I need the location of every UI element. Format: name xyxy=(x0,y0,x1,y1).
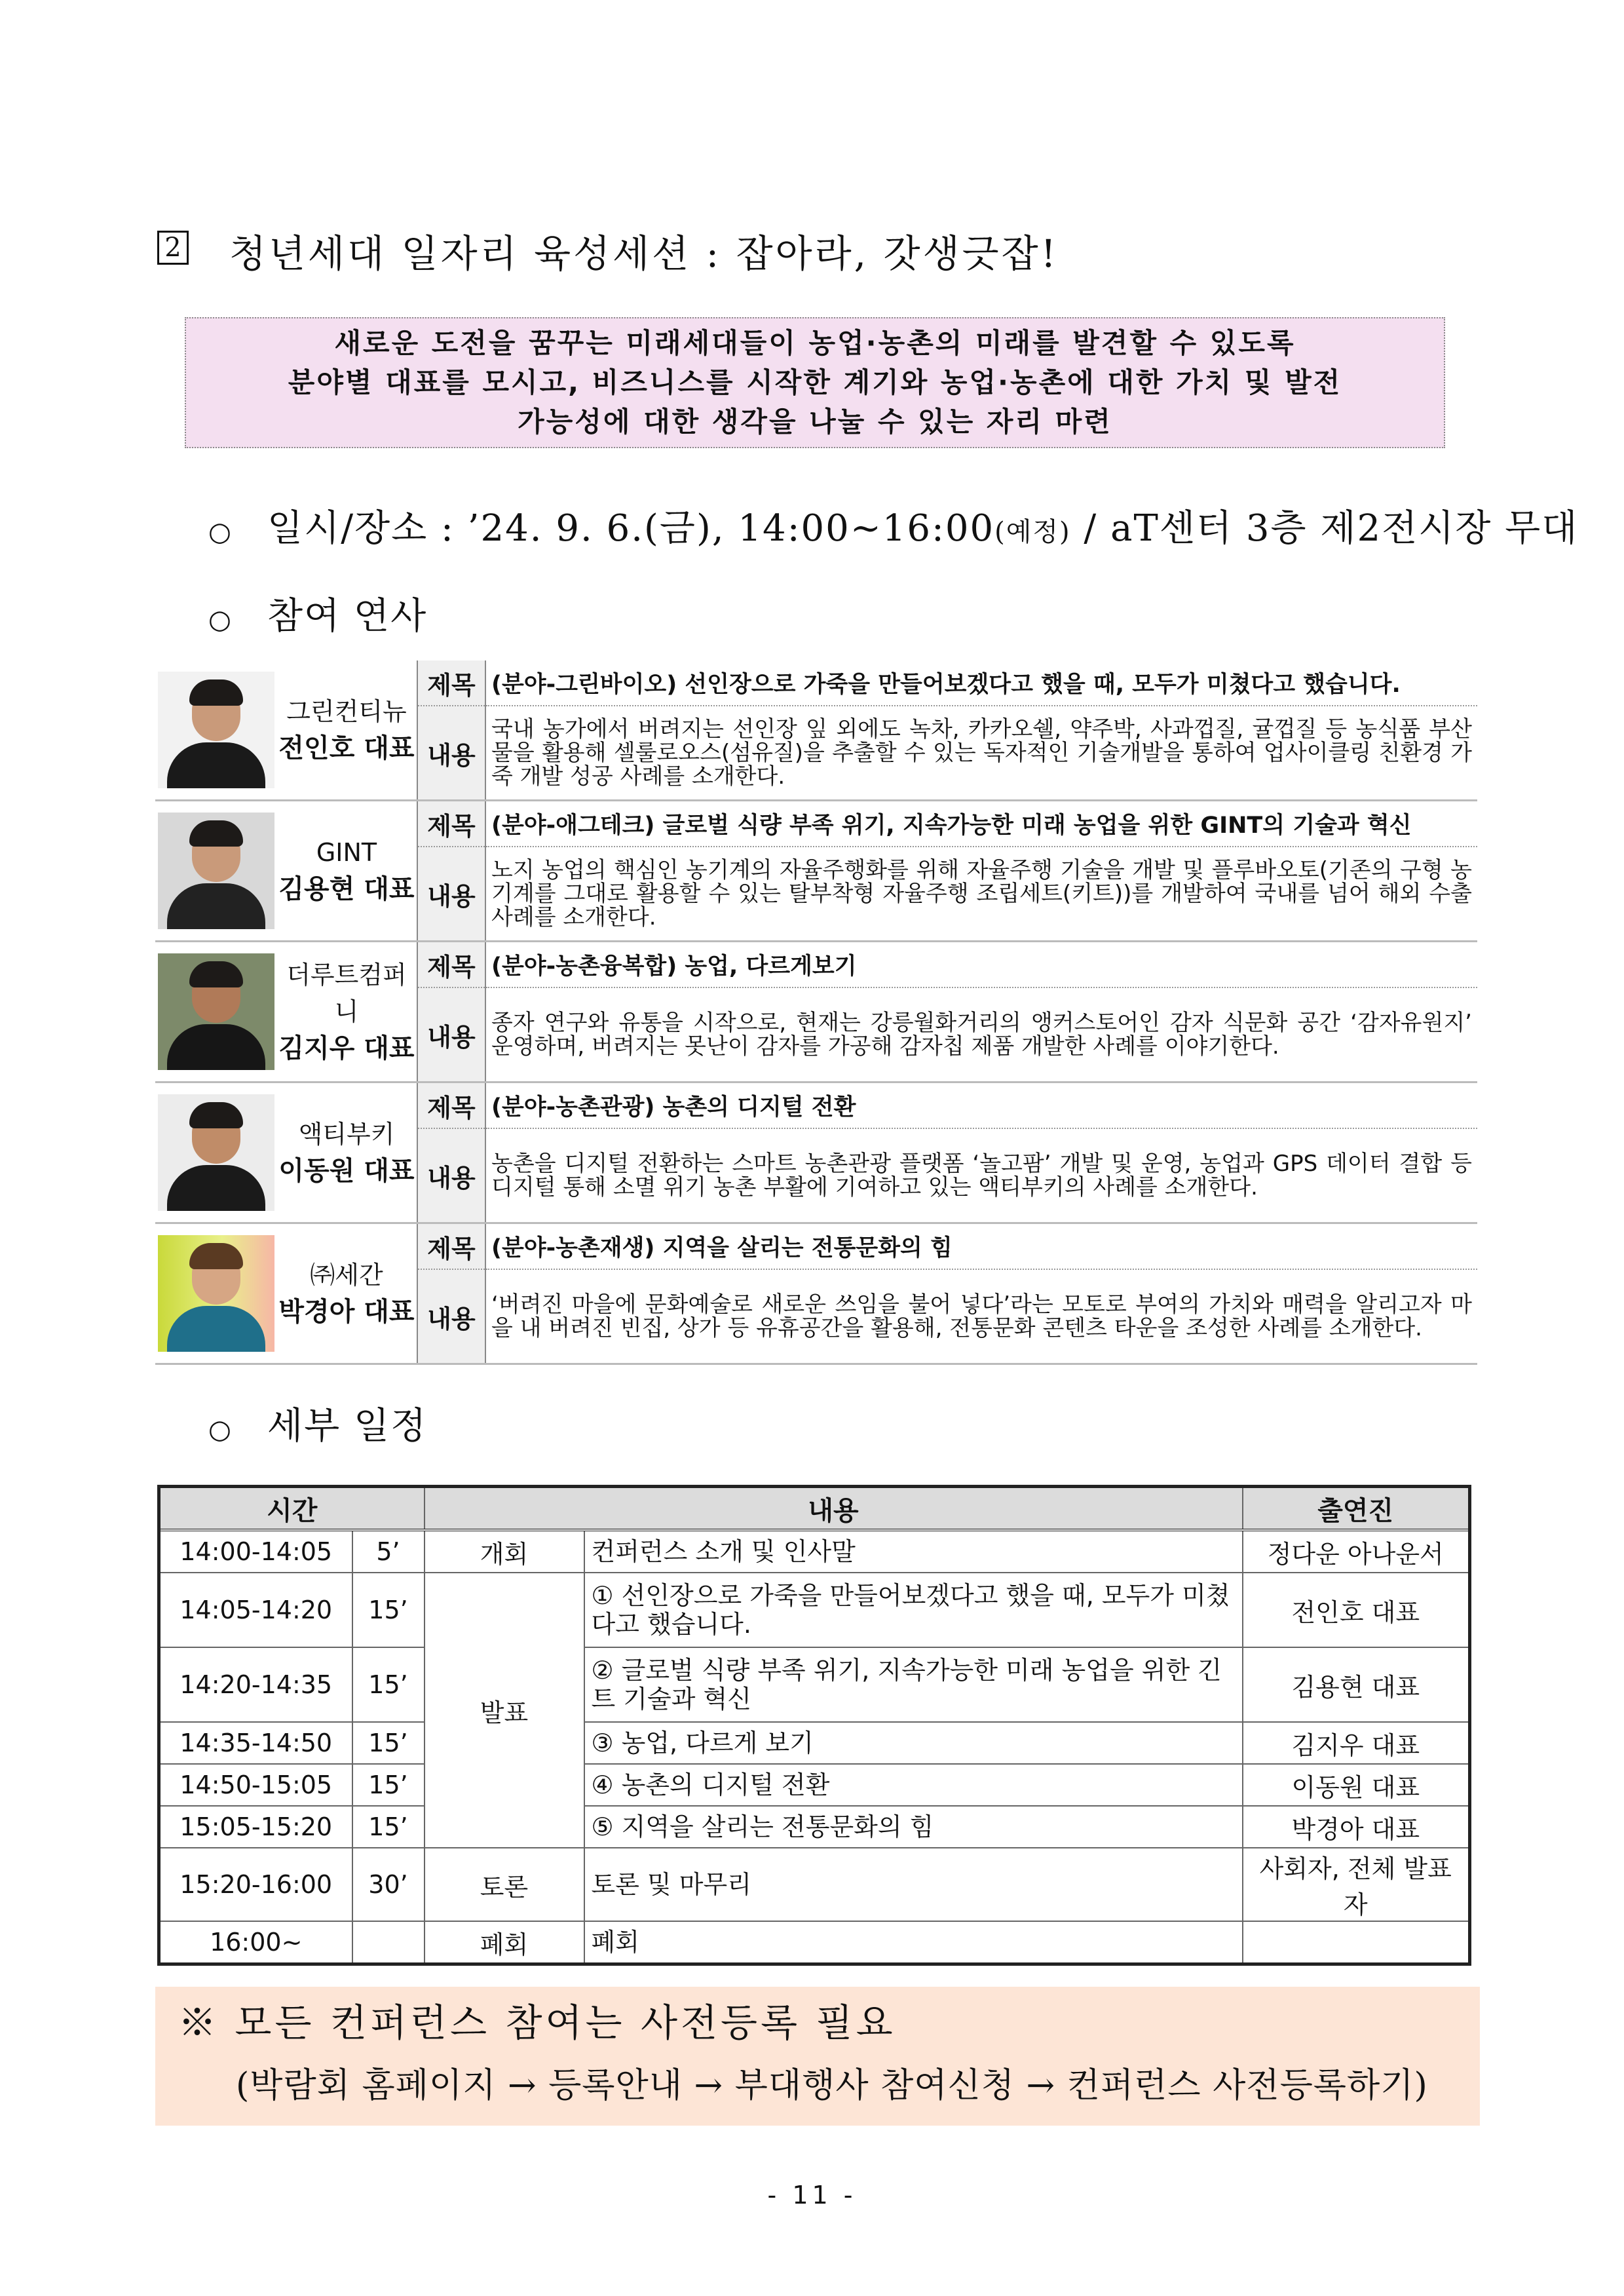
schedule-content: ④ 농촌의 디지털 전환 xyxy=(584,1764,1243,1806)
bullet-circle-icon: ○ xyxy=(208,517,233,547)
schedule-category: 발표 xyxy=(425,1573,584,1848)
header-content: 내용 xyxy=(425,1487,1243,1531)
talk-title: (분야-농촌재생) 지역을 살리는 전통문화의 힘 xyxy=(485,1223,1477,1270)
talk-content: 노지 농업의 핵심인 농기계의 자율주행화를 위해 자율주행 기술을 개발 및 플루바오토(기존의 구형 농기계를 그대로 활용할 수 있는 탈부착형 자율주행 조립세트(키트))를 개발하여 국내를 넘어 해외 수출사례를 소개한다. xyxy=(485,847,1477,942)
schedule-row xyxy=(159,1764,1470,1806)
schedule-speaker: 이동원 대표 xyxy=(1243,1764,1470,1806)
schedule-duration: 15’ xyxy=(352,1722,425,1764)
schedule-speaker: 김용현 대표 xyxy=(1243,1647,1470,1722)
speaker-row xyxy=(155,801,1477,847)
speaker-company: ㈜세간 xyxy=(310,1261,383,1290)
schedule-speaker: 사회자, 전체 발표자 xyxy=(1243,1848,1470,1921)
speaker-row xyxy=(155,1223,1477,1270)
speakers-heading: 참여 연사 xyxy=(267,595,428,638)
schedule-row xyxy=(159,1848,1470,1921)
speaker-photo-cell xyxy=(155,801,276,942)
speaker-photo-cell xyxy=(155,1082,276,1223)
title-label: 제목 xyxy=(417,1082,485,1129)
schedule-time: 14:05-14:20 xyxy=(159,1573,352,1647)
speaker-name-cell xyxy=(276,942,417,1082)
intro-box xyxy=(185,317,1445,448)
section-number-box: 2 xyxy=(157,231,189,265)
schedule-duration: 30’ xyxy=(352,1848,425,1921)
speaker-name-cell xyxy=(276,801,417,942)
schedule-row xyxy=(159,1647,1470,1722)
datetime-note: (예정) xyxy=(994,517,1071,547)
content-label: 내용 xyxy=(417,1269,485,1364)
speaker-name: 김지우 대표 xyxy=(278,1033,415,1063)
schedule-time: 14:20-14:35 xyxy=(159,1647,352,1722)
registration-path: (박람회 홈페이지 → 등록안내 → 부대행사 참여신청 → 컨퍼런스 사전등록하기) xyxy=(236,2066,1428,2105)
schedule-duration: 15’ xyxy=(352,1573,425,1647)
speaker-name: 박경아 대표 xyxy=(278,1297,415,1327)
schedule-time: 14:50-15:05 xyxy=(159,1764,352,1806)
schedule-duration: 5’ xyxy=(352,1530,425,1573)
talk-content: 국내 농가에서 버려지는 선인장 잎 외에도 녹차, 카카오쉘, 약주박, 사과껍질, 귤껍질 등 농식품 부산물을 활용해 셀룰로오스(섬유질)을 추출할 수 있는 독자적인 기술개발을 통하여 업사이클링 친환경 가죽 개발 성공 사례를 소개한다. xyxy=(485,706,1477,801)
schedule-content: ① 선인장으로 가죽을 만들어보겠다고 했을 때, 모두가 미쳤다고 했습니다. xyxy=(584,1573,1243,1647)
speaker-name: 이동원 대표 xyxy=(278,1156,415,1186)
intro-line: 분야별 대표를 모시고, 비즈니스를 시작한 계기와 농업·농촌에 대한 가치 및 발전 xyxy=(288,366,1342,398)
speaker-name-cell xyxy=(276,660,417,801)
notice-line: ※ 모든 컨퍼런스 참여는 사전등록 필요 xyxy=(178,2000,896,2045)
schedule-content: ② 글로벌 식량 부족 위기, 지속가능한 미래 농업을 위한 긴트 기술과 혁신 xyxy=(584,1647,1243,1722)
schedule-category: 개회 xyxy=(425,1530,584,1573)
speaker-photo-cell xyxy=(155,1223,276,1364)
schedule-table xyxy=(157,1485,1471,1966)
schedule-duration: 15’ xyxy=(352,1764,425,1806)
schedule-row xyxy=(159,1530,1470,1573)
bullet-circle-icon: ○ xyxy=(208,1415,233,1445)
speaker-photo xyxy=(158,672,274,788)
schedule-content: ③ 농업, 다르게 보기 xyxy=(584,1722,1243,1764)
schedule-row xyxy=(159,1722,1470,1764)
speaker-company: GINT xyxy=(316,838,377,867)
schedule-duration: 15’ xyxy=(352,1647,425,1722)
schedule-speaker: 전인호 대표 xyxy=(1243,1573,1470,1647)
venue-text: / aT센터 3층 제2전시장 무대 xyxy=(1070,507,1579,550)
speakers-table xyxy=(155,660,1477,1365)
title-label: 제목 xyxy=(417,1223,485,1270)
title-label: 제목 xyxy=(417,801,485,847)
speaker-company: 액티부키 xyxy=(298,1120,395,1149)
page-number: - 11 - xyxy=(767,2181,857,2210)
schedule-time: 14:35-14:50 xyxy=(159,1722,352,1764)
schedule-duration xyxy=(352,1921,425,1964)
schedule-time: 14:00-14:05 xyxy=(159,1530,352,1573)
content-label: 내용 xyxy=(417,987,485,1082)
speaker-photo xyxy=(158,1094,274,1211)
speaker-photo-cell xyxy=(155,942,276,1082)
schedule-content: 토론 및 마무리 xyxy=(584,1848,1243,1921)
schedule-row xyxy=(159,1921,1470,1964)
header-speaker: 출연진 xyxy=(1243,1487,1470,1531)
header-time: 시간 xyxy=(159,1487,425,1531)
title-label: 제목 xyxy=(417,942,485,988)
schedule-heading: 세부 일정 xyxy=(267,1405,428,1447)
schedule-speaker: 정다운 아나운서 xyxy=(1243,1530,1470,1573)
schedule-speaker xyxy=(1243,1921,1470,1964)
talk-title: (분야-농촌관광) 농촌의 디지털 전환 xyxy=(485,1082,1477,1129)
speaker-row xyxy=(155,1082,1477,1129)
talk-content: 종자 연구와 유통을 시작으로, 현재는 강릉월화거리의 앵커스토어인 감자 식문화 공간 ‘감자유원지’ 운영하며, 버려지는 못난이 감자를 가공해 감자칩 제품 개발한 사례를 이야기한다. xyxy=(485,987,1477,1082)
datetime-bullet xyxy=(208,499,1578,552)
speakers-bullet xyxy=(208,587,427,640)
talk-title: (분야-그린바이오) 선인장으로 가죽을 만들어보겠다고 했을 때, 모두가 미쳤다고 했습니다. xyxy=(485,660,1477,706)
schedule-content: 컨퍼런스 소개 및 인사말 xyxy=(584,1530,1243,1573)
speaker-name: 김용현 대표 xyxy=(278,874,415,904)
speaker-name-cell xyxy=(276,1082,417,1223)
schedule-content: 폐회 xyxy=(584,1921,1243,1964)
intro-line: 가능성에 대한 생각을 나눌 수 있는 자리 마련 xyxy=(518,406,1112,438)
schedule-category: 토론 xyxy=(425,1848,584,1921)
speaker-company: 그린컨티뉴 xyxy=(286,697,407,726)
schedule-row xyxy=(159,1573,1470,1647)
speaker-name: 전인호 대표 xyxy=(278,733,415,763)
speaker-company: 더루트컴퍼니 xyxy=(286,961,407,1026)
schedule-time: 16:00~ xyxy=(159,1921,352,1964)
talk-content: 농촌을 디지털 전환하는 스마트 농촌관광 플랫폼 ‘놀고팜’ 개발 및 운영, 농업과 GPS 데이터 결합 등 디지털 통해 소멸 위기 농촌 부활에 기여하고 있는 액티부키의 사례를 소개한다. xyxy=(485,1128,1477,1223)
speaker-photo-cell xyxy=(155,660,276,801)
schedule-bullet xyxy=(208,1397,427,1449)
schedule-time: 15:20-16:00 xyxy=(159,1848,352,1921)
talk-title: (분야-농촌융복합) 농업, 다르게보기 xyxy=(485,942,1477,988)
schedule-row xyxy=(159,1806,1470,1848)
section-title: 청년세대 일자리 육성세션 : 잡아라, 갓생긋잡! xyxy=(229,231,1059,276)
title-label: 제목 xyxy=(417,660,485,706)
speaker-name-cell xyxy=(276,1223,417,1364)
talk-title: (분야-애그테크) 글로벌 식량 부족 위기, 지속가능한 미래 농업을 위한 GINT의 기술과 혁신 xyxy=(485,801,1477,847)
talk-content: ‘버려진 마을에 문화예술로 새로운 쓰임을 불어 넣다’라는 모토로 부여의 가치와 매력을 알리고자 마을 내 버려진 빈집, 상가 등 유휴공간을 활용해, 전통문화 콘텐츠 타운을 조성한 사례를 소개한다. xyxy=(485,1269,1477,1364)
schedule-category: 폐회 xyxy=(425,1921,584,1964)
datetime-text: 일시/장소 : ’24. 9. 6.(금), 14:00~16:00 xyxy=(267,507,995,550)
schedule-header-row xyxy=(159,1487,1470,1531)
content-label: 내용 xyxy=(417,706,485,801)
content-label: 내용 xyxy=(417,847,485,942)
speaker-photo xyxy=(158,953,274,1070)
speaker-row xyxy=(155,660,1477,706)
content-label: 내용 xyxy=(417,1128,485,1223)
bullet-circle-icon: ○ xyxy=(208,605,233,635)
schedule-speaker: 김지우 대표 xyxy=(1243,1722,1470,1764)
speaker-row xyxy=(155,942,1477,988)
schedule-content: ⑤ 지역을 살리는 전통문화의 힘 xyxy=(584,1806,1243,1848)
schedule-time: 15:05-15:20 xyxy=(159,1806,352,1848)
schedule-duration: 15’ xyxy=(352,1806,425,1848)
speaker-photo xyxy=(158,1235,274,1352)
schedule-speaker: 박경아 대표 xyxy=(1243,1806,1470,1848)
intro-line: 새로운 도전을 꿈꾸는 미래세대들이 농업·농촌의 미래를 발견할 수 있도록 xyxy=(334,327,1296,359)
speaker-photo xyxy=(158,813,274,929)
